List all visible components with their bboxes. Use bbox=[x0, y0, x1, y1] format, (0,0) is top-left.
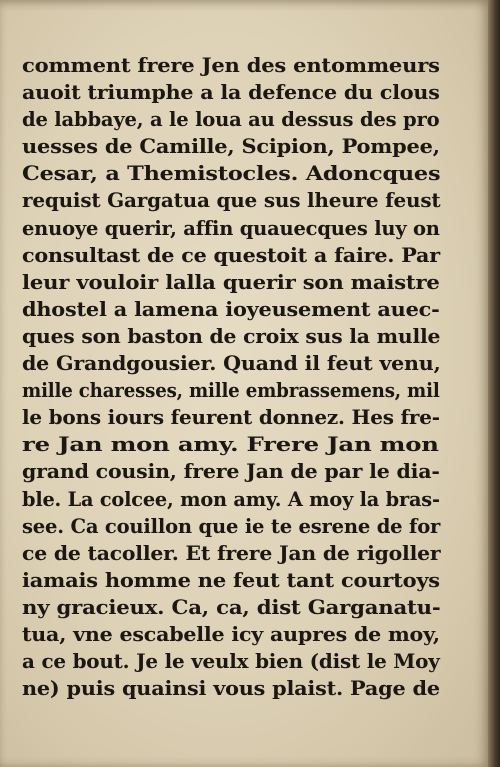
text-line: re Jan mon amy. Frere Jan mon bbox=[22, 433, 439, 457]
text-line: de Grandgousier. Quand il feut venu, bbox=[22, 352, 441, 376]
text-line: ce de tacoller. Et frere Jan de rigoller bbox=[22, 541, 441, 565]
text-line: ne) puis quainsi vous plaist. Page de bbox=[22, 677, 440, 701]
text-line: leur vouloir lalla querir son maistre bbox=[22, 270, 440, 294]
text-line: consultast de ce questoit a faire. Par bbox=[22, 243, 440, 267]
text-line: ny gracieux. Ca, ca, dist Garganatu- bbox=[22, 595, 441, 619]
text-line: dhostel a lamena ioyeusement auec- bbox=[22, 297, 440, 321]
text-line: de labbaye, a le loua au dessus des pro bbox=[22, 108, 440, 132]
text-line: uesses de Camille, Scipion, Pompee, bbox=[22, 135, 440, 159]
text-line: Cesar, a Themistocles. Adoncques bbox=[22, 162, 441, 186]
text-line: requist Gargatua que sus lheure feust bbox=[22, 189, 441, 213]
text-line: iamais homme ne feut tant courtoys bbox=[22, 568, 440, 592]
text-line: le bons iours feurent donnez. Hes fre- bbox=[22, 406, 440, 430]
page-text bbox=[22, 52, 442, 702]
text-line: ble. La colcee, mon amy. A moy la bras- bbox=[22, 487, 440, 511]
text-line: ques son baston de croix sus la mulle bbox=[22, 324, 441, 348]
text-line: a ce bout. Je le veulx bien (dist le Moy bbox=[22, 650, 440, 674]
text-line: comment frere Jen des entommeurs bbox=[22, 54, 440, 77]
text-line: see. Ca couillon que ie te esrene de for bbox=[22, 514, 441, 538]
text-line: auoit triumphe a la defence du clous bbox=[22, 81, 440, 105]
book-gutter bbox=[488, 0, 500, 767]
text-line: mille charesses, mille embrassemens, mil bbox=[22, 379, 440, 403]
text-line: grand cousin, frere Jan de par le dia- bbox=[22, 460, 440, 484]
text-line: tua, vne escabelle icy aupres de moy, bbox=[22, 622, 440, 646]
text-line: enuoye querir, affin quauecques luy on bbox=[22, 216, 440, 240]
